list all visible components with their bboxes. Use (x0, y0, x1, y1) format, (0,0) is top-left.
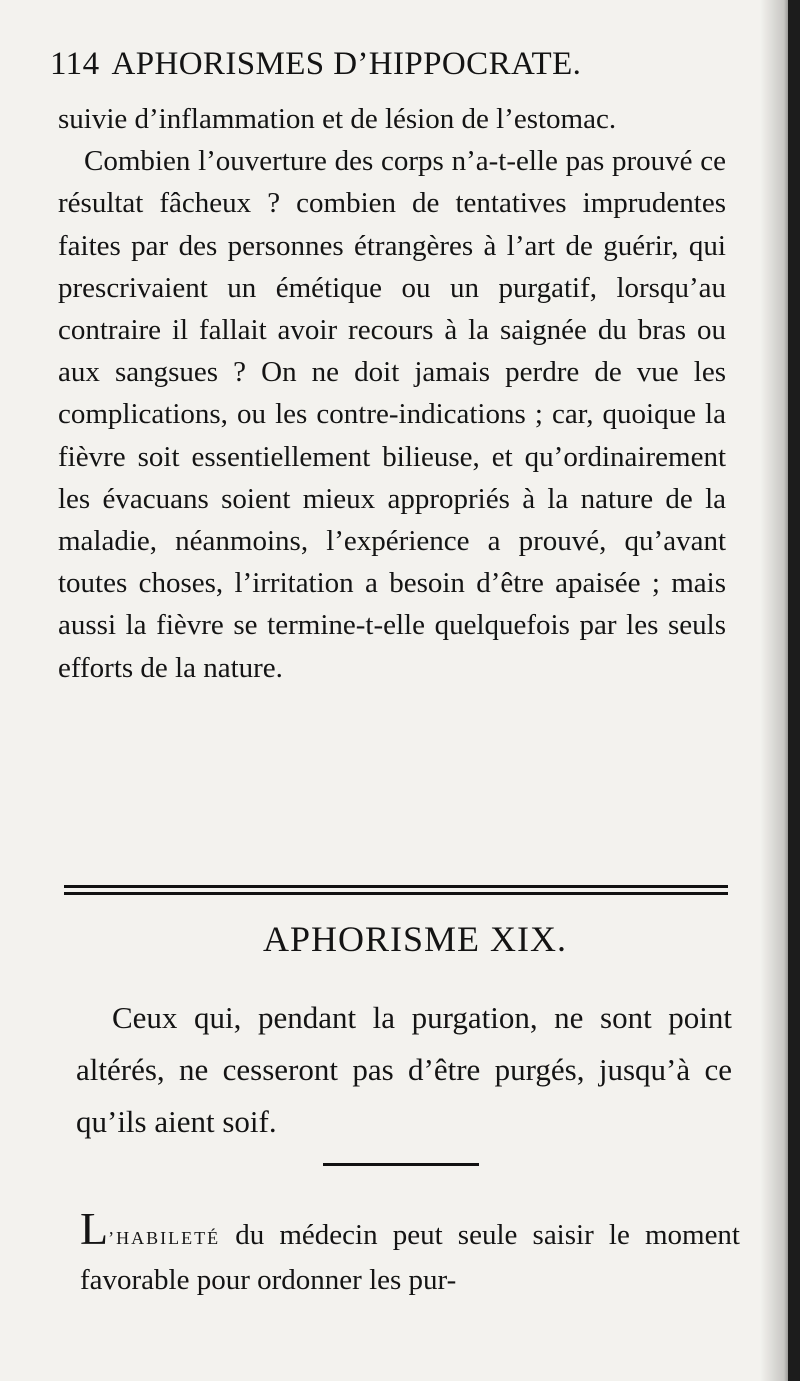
small-caps-word: ’HABILETÉ (108, 1228, 221, 1248)
page-number: 114 (50, 46, 100, 82)
paragraph-continuation: suivie d’inflammation et de lésion de l’estomac. (58, 103, 617, 135)
aphorism-title: APHORISME XIX. (262, 919, 568, 959)
commentary-text: du médecin peut seule saisir le moment favorable pour ordonner les pur- (80, 1219, 740, 1296)
aphorism-text-block (76, 992, 732, 1148)
commentary-start (80, 1203, 740, 1301)
commentary-body (58, 98, 726, 689)
running-header (50, 46, 740, 83)
page-edge (788, 0, 800, 1381)
aphorism-text: Ceux qui, pendant la purgation, ne sont point altérés, ne cesseront pas d’être purgés, jusqu’à ce qu’ils aient soif. (76, 1000, 732, 1139)
paragraph-ouverture: Combien l’ouverture des corps n’a-t-elle pas prouvé ce résultat fâcheux ? combien de tentatives imprudentes faites par des personnes étrangères à l’art de guérir, qui prescrivaient un émétique ou un purgatif, lorsqu’au contraire il fallait avoir recours à la saignée du bras ou aux sangsues ? On ne doit jamais perdre de vue les complications, ou les contre-indications ; car, quoique la fièvre soit essentiellement bilieuse, et qu’ordinairement les évacuans soient mieux appropriés à la nature de la maladie, néanmoins, l’expérience a prouvé, qu’avant toutes choses, l’irritation a besoin d’être apaisée ; mais aussi la fièvre se termine-t-elle quelquefois par les seuls efforts de la nature. (58, 145, 726, 684)
section-divider (64, 885, 728, 895)
drop-cap: L (80, 1203, 109, 1254)
running-title: APHORISMES D’HIPPOCRATE. (111, 46, 582, 82)
short-rule (323, 1163, 479, 1166)
